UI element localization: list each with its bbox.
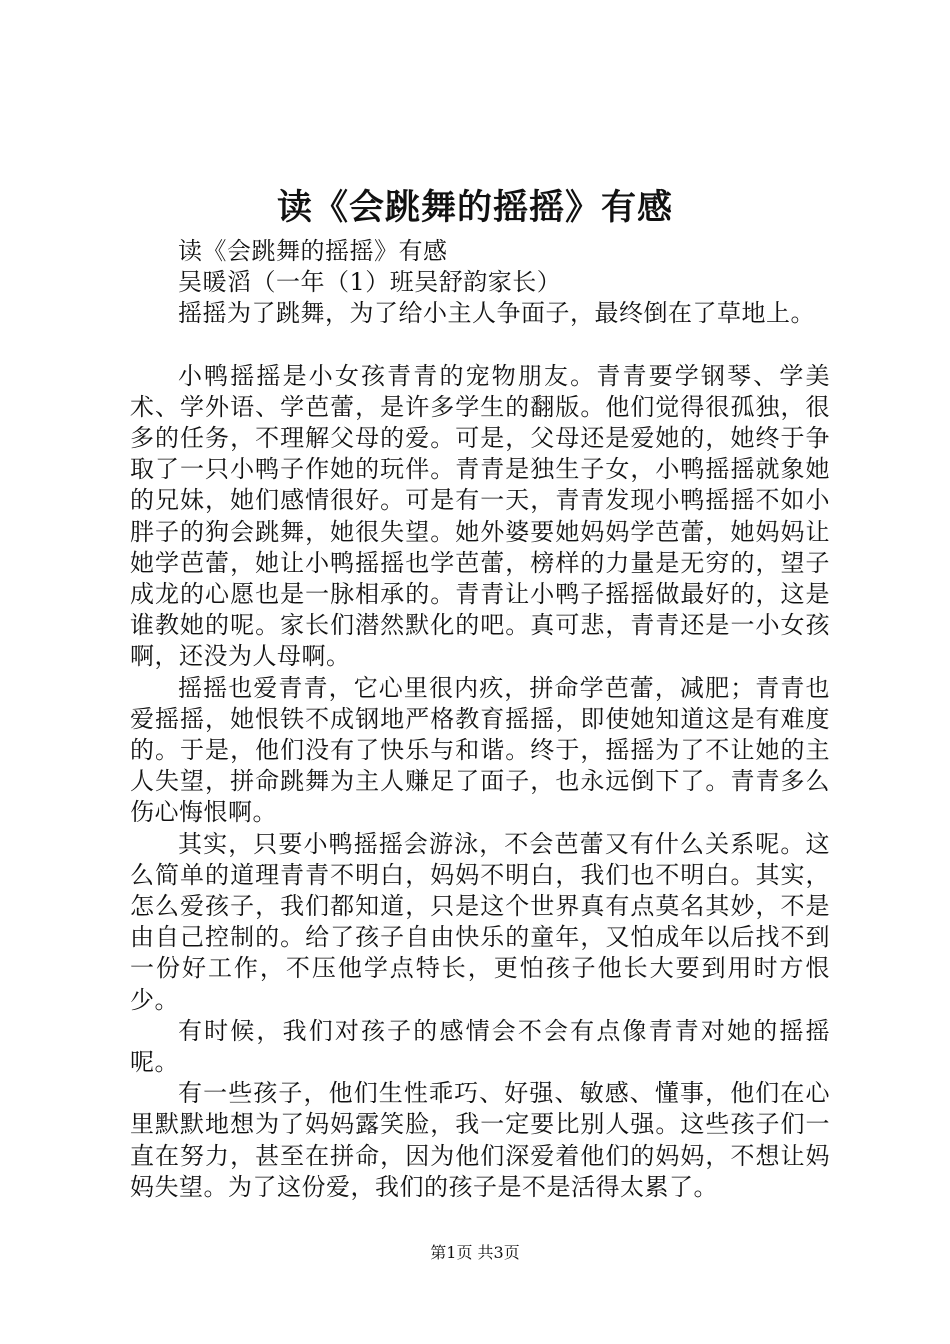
paragraph: 小鸭摇摇是小女孩青青的宠物朋友。青青要学钢琴、学美术、学外语、学芭蕾，是许多学生的翻版。他们觉得很孤独，很多的任务，不理解父母的爱。可是，父母还是爱她的，她终于争取了一只小鸭子作她的玩伴。青青是独生子女，小鸭摇摇就象她的兄妹，她们感情很好。可是有一天，青青发现小鸭摇摇不如小胖子的狗会跳舞，她很失望。她外婆要她妈妈学芭蕾，她妈妈让她学芭蕾，她让小鸭摇摇也学芭蕾，榜样的力量是无穷的，望子成龙的心愿也是一脉相承的。青青让小鸭子摇摇做最好的，这是谁教她的呢。家长们潜然默化的吧。真可悲，青青还是一小女孩啊，还没为人母啊。 <box>130 361 830 671</box>
paragraph-author: 吴暖滔（一年（1）班吴舒韵家长） <box>178 268 562 297</box>
paragraph-summary: 摇摇为了跳舞，为了给小主人争面子，最终倒在了草地上。 <box>178 299 815 328</box>
document-title: 读《会跳舞的摇摇》有感 <box>276 187 673 228</box>
paragraph: 其实，只要小鸭摇摇会游泳，不会芭蕾又有什么关系呢。这么简单的道理青青不明白，妈妈不明白，我们也不明白。其实，怎么爱孩子，我们都知道，只是这个世界真有点莫名其妙，不是由自己控制的。给了孩子自由快乐的童年，又怕成年以后找不到一份好工作，不压他学点特长，更怕孩子他长大要到用时方恨少。 <box>130 829 830 1014</box>
document-body <box>130 236 830 1203</box>
paragraph-subtitle: 读《会跳舞的摇摇》有感 <box>178 237 448 265</box>
paragraph: 摇摇也爱青青，它心里很内疚，拼命学芭蕾，减肥；青青也爱摇摇，她恨铁不成钢地严格教育摇摇，即使她知道这是有难度的。于是，他们没有了快乐与和谐。终于，摇摇为了不让她的主人失望，拼命跳舞为主人赚足了面子，也永远倒下了。青青多么伤心悔恨啊。 <box>130 673 830 827</box>
page-footer: 第1页 共3页 <box>430 1243 520 1262</box>
paragraph: 有时候，我们对孩子的感情会不会有点像青青对她的摇摇呢。 <box>130 1016 830 1077</box>
paragraph: 有一些孩子，他们生性乖巧、好强、敏感、懂事，他们在心里默默地想为了妈妈露笑脸，我一定要比别人强。这些孩子们一直在努力，甚至在拼命，因为他们深爱着他们的妈妈，不想让妈妈失望。为了这份爱，我们的孩子是不是活得太累了。 <box>130 1079 830 1201</box>
